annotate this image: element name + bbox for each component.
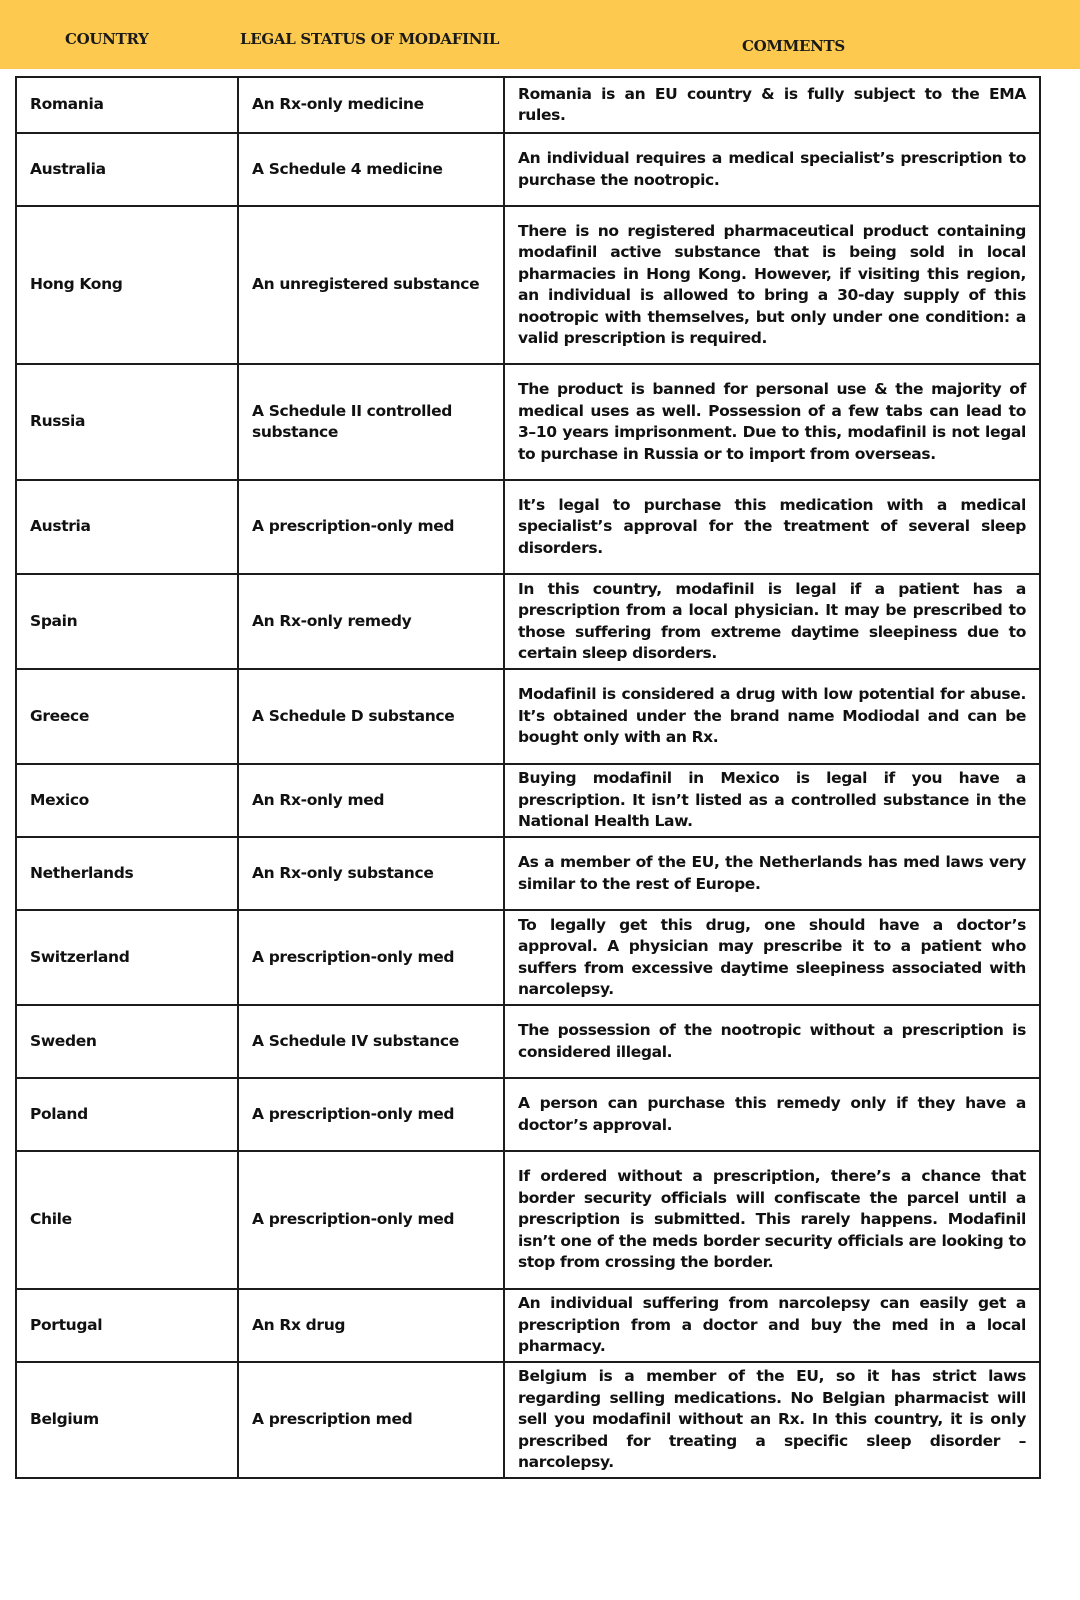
- legal-status-cell: A Schedule II controlled substance: [238, 364, 504, 480]
- country-cell: Portugal: [16, 1289, 238, 1362]
- table-row: [16, 77, 1040, 133]
- country-cell: Australia: [16, 133, 238, 206]
- legal-status-cell: An Rx-only substance: [238, 837, 504, 910]
- legal-status-cell: A prescription-only med: [238, 1151, 504, 1289]
- country-cell: Netherlands: [16, 837, 238, 910]
- legal-status-cell: A Schedule 4 medicine: [238, 133, 504, 206]
- comment-cell: Romania is an EU country & is fully subject to the EMA rules.: [504, 77, 1040, 133]
- legal-status-cell: A prescription-only med: [238, 910, 504, 1005]
- column-header-country: COUNTRY: [65, 30, 149, 48]
- country-cell: Greece: [16, 669, 238, 764]
- country-cell: Switzerland: [16, 910, 238, 1005]
- country-cell: Austria: [16, 480, 238, 574]
- table-row: [16, 669, 1040, 764]
- country-cell: Spain: [16, 574, 238, 669]
- comment-cell: Buying modafinil in Mexico is legal if you have a prescription. It isn’t listed as a controlled substance in the National Health Law.: [504, 764, 1040, 837]
- legal-status-cell: An Rx-only remedy: [238, 574, 504, 669]
- comment-cell: An individual requires a medical specialist’s prescription to purchase the nootropic.: [504, 133, 1040, 206]
- comment-cell: In this country, modafinil is legal if a patient has a prescription from a local physician. It may be prescribed to those suffering from extreme daytime sleepiness due to certain sleep disorders.: [504, 574, 1040, 669]
- legal-status-cell: A Schedule IV substance: [238, 1005, 504, 1078]
- column-header-legal-status: LEGAL STATUS OF MODAFINIL: [240, 30, 500, 48]
- country-cell: Romania: [16, 77, 238, 133]
- comment-cell: There is no registered pharmaceutical product containing modafinil active substance that is being sold in local pharmacies in Hong Kong. However, if visiting this region, an individual is allowed to bring a 30-day supply of this nootropic with themselves, but only under one condition: a valid prescription is required.: [504, 206, 1040, 364]
- comment-cell: The possession of the nootropic without a prescription is considered illegal.: [504, 1005, 1040, 1078]
- table-row: [16, 1078, 1040, 1151]
- country-cell: Poland: [16, 1078, 238, 1151]
- table-row: [16, 1005, 1040, 1078]
- table-row: [16, 910, 1040, 1005]
- country-cell: Chile: [16, 1151, 238, 1289]
- comment-cell: Modafinil is considered a drug with low potential for abuse. It’s obtained under the brand name Modiodal and can be bought only with an Rx.: [504, 669, 1040, 764]
- table-row: [16, 764, 1040, 837]
- table-row: [16, 1151, 1040, 1289]
- country-cell: Hong Kong: [16, 206, 238, 364]
- table-row: [16, 1362, 1040, 1478]
- legal-status-cell: A prescription-only med: [238, 480, 504, 574]
- legal-status-cell: An unregistered substance: [238, 206, 504, 364]
- country-cell: Mexico: [16, 764, 238, 837]
- modafinil-legal-status-table: [15, 76, 1041, 1479]
- table-row: [16, 133, 1040, 206]
- country-cell: Sweden: [16, 1005, 238, 1078]
- comment-cell: Belgium is a member of the EU, so it has strict laws regarding selling medications. No Belgian pharmacist will sell you modafinil without an Rx. In this country, it is only prescribed for treating a specific sleep disorder – narcolepsy.: [504, 1362, 1040, 1478]
- country-cell: Belgium: [16, 1362, 238, 1478]
- table-header-band: [0, 0, 1080, 69]
- comment-cell: The product is banned for personal use & the majority of medical uses as well. Possession of a few tabs can lead to 3–10 years imprisonment. Due to this, modafinil is not legal to purchase in Russia or to import from overseas.: [504, 364, 1040, 480]
- legal-status-cell: A Schedule D substance: [238, 669, 504, 764]
- comment-cell: It’s legal to purchase this medication with a medical specialist’s approval for the treatment of several sleep disorders.: [504, 480, 1040, 574]
- legal-status-cell: An Rx-only medicine: [238, 77, 504, 133]
- table-row: [16, 574, 1040, 669]
- table-row: [16, 480, 1040, 574]
- comment-cell: A person can purchase this remedy only if they have a doctor’s approval.: [504, 1078, 1040, 1151]
- legal-status-cell: An Rx drug: [238, 1289, 504, 1362]
- comment-cell: To legally get this drug, one should have a doctor’s approval. A physician may prescribe it to a patient who suffers from excessive daytime sleepiness associated with narcolepsy.: [504, 910, 1040, 1005]
- comment-cell: An individual suffering from narcolepsy can easily get a prescription from a doctor and buy the med in a local pharmacy.: [504, 1289, 1040, 1362]
- table-row: [16, 1289, 1040, 1362]
- country-cell: Russia: [16, 364, 238, 480]
- comment-cell: As a member of the EU, the Netherlands has med laws very similar to the rest of Europe.: [504, 837, 1040, 910]
- table-row: [16, 837, 1040, 910]
- table-row: [16, 364, 1040, 480]
- legal-status-cell: An Rx-only med: [238, 764, 504, 837]
- comment-cell: If ordered without a prescription, there’s a chance that border security officials will confiscate the parcel until a prescription is submitted. This rarely happens. Modafinil isn’t one of the meds border security officials are looking to stop from crossing the border.: [504, 1151, 1040, 1289]
- legal-status-cell: A prescription-only med: [238, 1078, 504, 1151]
- column-header-comments: COMMENTS: [742, 37, 845, 55]
- table-row: [16, 206, 1040, 364]
- legal-status-cell: A prescription med: [238, 1362, 504, 1478]
